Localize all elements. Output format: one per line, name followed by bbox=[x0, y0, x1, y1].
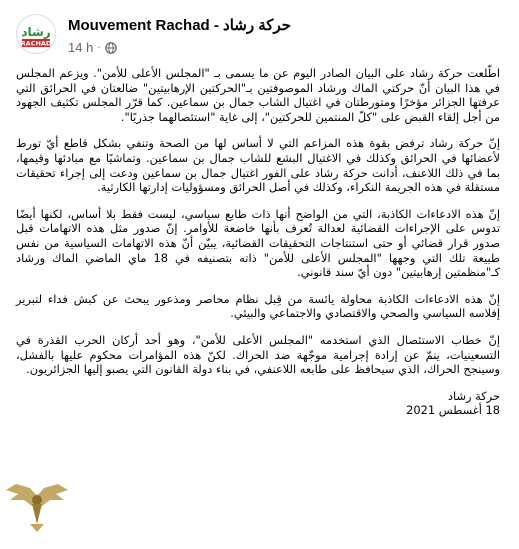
page-avatar[interactable] bbox=[16, 14, 56, 54]
statement-date: 18 أغسطس 2021 bbox=[406, 403, 500, 418]
globe-icon[interactable] bbox=[105, 42, 117, 54]
post-timestamp[interactable]: 14 h bbox=[68, 40, 94, 55]
post-header bbox=[0, 0, 519, 64]
signature: حركة رشاد bbox=[447, 388, 500, 403]
post-meta bbox=[68, 40, 117, 55]
page-name-link[interactable]: Mouvement Rachad - حركة رشاد bbox=[68, 17, 291, 34]
eagle-watermark bbox=[2, 478, 72, 548]
paragraph-2: إنّ حركة رشاد ترفض بقوة هذه المزاعم التي لا أساس لها من الصحة وتنفي بشكل قاطع أيّ تورط لأعضائها في الحرائق وكذلك في الاغتيال البشع للشاب جمال بن سماعين. وتماشيًا مع مبادئها وقيمها، بما في ذلك اللاعنف، أدانت حركة رشاد على الفور اغتيال جمال بن سماعين ودعت إلى إجراء تحقيقات مستقلة في هذه الجريمة النكراء، وكذلك في أصل الحرائق ومسؤوليات إدارتها الكارثية. bbox=[16, 136, 500, 195]
logo-latin-text: RACHAD bbox=[20, 39, 52, 48]
paragraph-5: إنّ خطاب الاستئصال الذي استخدمه "المجلس الأعلى للأمن"، وهو أحد أركان الحرب القذرة في التسعينيات، ينمّ عن إرادة إجرامية موجّهة ضد الحراك. لكنّ هذه المؤامرات محكوم عليها بالفشل، وسينجح الحراك، الذي سيحافظ على طابعه اللاعنفي، في بناء دولة القانون التي يصبو إليها الجزائريون. bbox=[16, 332, 500, 377]
post-text bbox=[16, 66, 500, 418]
paragraph-4: إنّ هذه الادعاءات الكاذبة محاولة يائسة من قِبل نظام محاصر ومذعور يبحث عن كبش فداء لتبرير إفلاسه السياسي والصحي والاقتصادي والاجتماعي والبيئي. bbox=[16, 291, 500, 321]
logo-arabic-text: رشاد bbox=[21, 25, 51, 39]
rachad-logo bbox=[17, 15, 55, 53]
meta-separator: · bbox=[97, 42, 101, 53]
paragraph-1: اطّلعت حركة رشاد على البيان الصادر اليوم عن ما يسمى بـ "المجلس الأعلى للأمن". ويزعم المجلس في هذا البيان أنّ حركتي الماك ورشاد الموصوفتين بـ"الحركتين الإرهابيتين" ضالعتان في الحرائق التي عرفتها الجزائر مؤخرًا ومتورطتان في اغتيال الشاب جمال بن سماعين. كما قرّر المجلس تكثيف الجهود من أجل إلقاء القبض على "كلّ المنتمين للحركتين"، إلى غاية "استئصالهما جذريًا". bbox=[16, 66, 500, 124]
paragraph-3: إنّ هذه الادعاءات الكاذبة، التي من الواضح أنها ذات طابع سياسي، ليست فقط بلا أساس، لكنها أيضًا تدوس على الإجراءات القضائية لعدالة تُعرف بأنها خاضعة للأوامر. إنّ صدور مثل هذه الاتهامات قبل صدور قرار قضائي أو حتى استنتاجات التحقيقات القضائية، يبيّن أنّ هذه الاتهامات السياسية من نفس طبيعة تلك التي وجهها "المجلس الأعلى للأمن" ذاته بتصنيفه في 18 ماي الماضي الماك ورشاد كـ"منظمتين إرهابيتين" دون أيّ سند قانوني. bbox=[16, 206, 500, 280]
